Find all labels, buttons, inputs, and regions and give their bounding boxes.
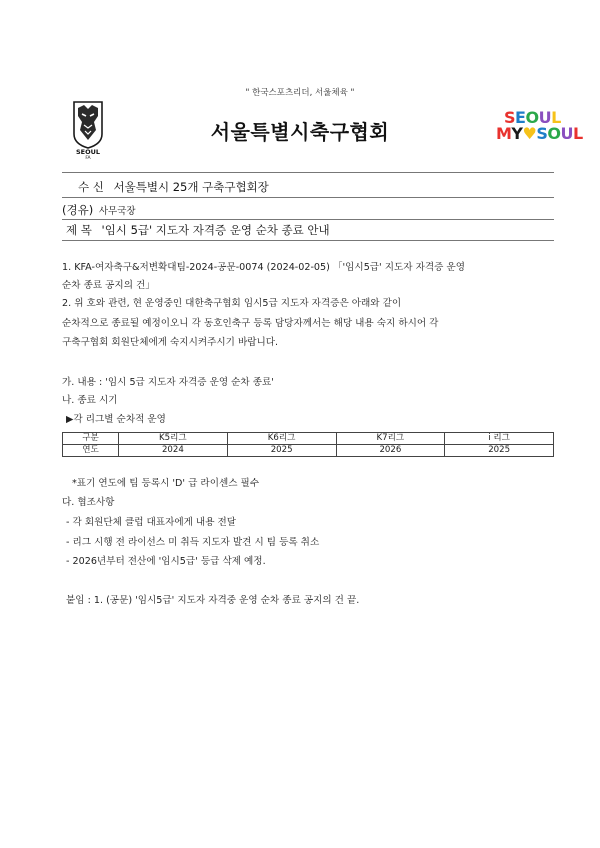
para1-line2: 순차 종료 공지의 건」 (62, 280, 155, 291)
logo-text: SEOUL (75, 148, 101, 156)
cooperation-item: - 각 회원단체 클럽 대표자에게 내용 전달 (66, 517, 237, 528)
logo-subtext: FA (85, 156, 91, 161)
recipient-label: 수 신 (78, 180, 104, 194)
via-value: 사무국장 (98, 206, 136, 217)
table-row (63, 445, 554, 457)
league-table (62, 432, 554, 457)
item-end-period: 나. 종료 시기 (62, 395, 118, 406)
logo-word-my-soul: MY♥SOUL (496, 124, 583, 143)
table-cell: 2024 (119, 445, 228, 457)
table-header-cell: K7리그 (336, 433, 445, 445)
table-header-cell: i 리그 (445, 433, 554, 445)
table-header-cell: 구분 (63, 433, 119, 445)
divider-bottom (62, 240, 554, 241)
divider (62, 197, 554, 198)
via-label: (경유) (62, 203, 94, 217)
subject-value: '임시 5급' 지도자 자격증 운영 순차 종료 안내 (101, 223, 330, 237)
table-header-cell: K5리그 (119, 433, 228, 445)
table-cell: 2025 (445, 445, 554, 457)
logo-word-seoul: SEOUL (504, 108, 561, 127)
attachment: 붙임 : 1. (공문) '임시5급' 지도자 자격중 운영 순차 종료 공지의 건 끝. (66, 595, 360, 606)
table-cell: 2026 (336, 445, 445, 457)
table-cell: 연도 (63, 445, 119, 457)
slogan: " 한국스포츠리더, 서울체육 " (245, 88, 355, 98)
via-row (62, 202, 136, 218)
recipient-row (78, 179, 269, 195)
subject-label: 제 목 (66, 223, 92, 237)
seoul-my-soul-logo (496, 108, 583, 150)
divider (62, 219, 554, 220)
table-cell: 2025 (227, 445, 336, 457)
item-cooperation: 다. 협조사항 (62, 497, 115, 508)
organization-title: 서울특별시축구협회 (210, 120, 390, 144)
cooperation-item: - 2026년부터 전산에 '임시5급' 등급 삭제 예정. (66, 556, 266, 567)
table-caption: ▶각 리그별 순차적 운영 (66, 414, 166, 425)
item-content: 가. 내용 : '임시 5급 지도자 자격증 운영 순차 종료' (62, 377, 274, 388)
recipient-value: 서울특별시 25개 구축구협회장 (113, 180, 269, 194)
cooperation-item: - 리그 시행 전 라이선스 미 취득 지도자 발견 시 팀 등록 취소 (66, 537, 320, 548)
para1-line1: 1. KFA-여자축구&저변확대팀-2024-공문-0074 (2024-02-05) 「'임시5급' 지도자 자격증 운영 (62, 262, 465, 273)
subject-row (66, 222, 330, 238)
table-header-row (63, 433, 554, 445)
footnote: *표기 연도에 팀 등록시 'D' 급 라이센스 필수 (72, 478, 260, 489)
para2-line1: 2. 위 호와 관련, 현 운영중인 대한축구협회 임시5급 지도자 자격증은 아래와 같이 (62, 298, 402, 309)
para2-line2: 순차적으로 종료될 예정이오니 각 동호인축구 등록 담당자께서는 해당 내용 숙지 하시어 각 (62, 318, 439, 329)
table-header-cell: K6리그 (227, 433, 336, 445)
divider-top (62, 172, 554, 173)
para2-line3: 구축구협회 회원단체에게 숙지시켜주시기 바랍니다. (62, 337, 279, 348)
